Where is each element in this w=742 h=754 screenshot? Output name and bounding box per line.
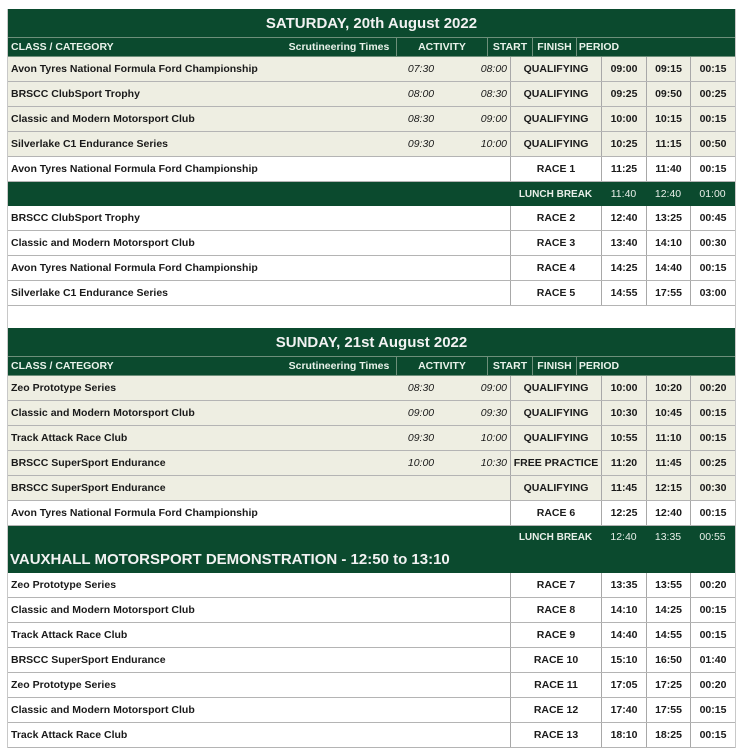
header-period: PERIOD (576, 38, 621, 56)
start-cell: 13:40 (601, 231, 646, 255)
header-period: PERIOD (576, 357, 621, 375)
period-cell: 03:00 (690, 281, 735, 305)
class-cell: Classic and Modern Motorsport Club (11, 113, 195, 125)
scrutineering-to (446, 501, 510, 525)
activity-cell: RACE 7 (510, 573, 601, 597)
finish-cell: 17:55 (646, 698, 690, 722)
activity-cell: RACE 9 (510, 623, 601, 647)
class-cell: Zeo Prototype Series (11, 579, 117, 591)
period-cell: 00:15 (690, 256, 735, 280)
finish-cell: 13:55 (646, 573, 690, 597)
start-cell: 10:55 (601, 426, 646, 450)
schedule-row (8, 57, 735, 82)
activity-cell: RACE 6 (510, 501, 601, 525)
finish-cell: 17:25 (646, 673, 690, 697)
start-cell: 13:35 (601, 573, 646, 597)
period-cell: 00:50 (690, 132, 735, 156)
period-cell: 00:15 (690, 57, 735, 81)
activity-cell: QUALIFYING (510, 132, 601, 156)
start-cell: 18:10 (601, 723, 646, 747)
activity-cell: RACE 3 (510, 231, 601, 255)
period-cell: 00:30 (690, 476, 735, 500)
finish-cell: 14:25 (646, 598, 690, 622)
class-cell: Zeo Prototype Series (11, 382, 117, 394)
scrutineering-to (446, 206, 510, 230)
period-cell: 00:15 (690, 157, 735, 181)
header-row (8, 356, 735, 376)
finish-cell: 11:45 (646, 451, 690, 475)
class-cell: Silverlake C1 Endurance Series (11, 287, 169, 299)
class-cell: BRSCC SuperSport Endurance (11, 654, 166, 666)
scrutineering-from (396, 256, 446, 280)
start-cell: 09:00 (601, 57, 646, 81)
schedule-row (8, 401, 735, 426)
scrutineering-from (396, 648, 446, 672)
period-cell: 00:30 (690, 231, 735, 255)
scrutineering-to (446, 476, 510, 500)
class-cell: Avon Tyres National Formula Ford Championship (11, 262, 258, 274)
scrutineering-to: 09:30 (480, 407, 507, 419)
start-cell: 11:20 (601, 451, 646, 475)
schedule-row (8, 206, 735, 231)
schedule-row (8, 648, 735, 673)
period-cell: 00:15 (690, 698, 735, 722)
scrutineering-to: 09:00 (480, 382, 507, 394)
scrutineering-to (446, 157, 510, 181)
period-cell: 00:45 (690, 206, 735, 230)
scrutineering-to: 08:30 (480, 88, 507, 100)
activity-cell: RACE 2 (510, 206, 601, 230)
lunch-break-row (8, 526, 735, 548)
finish-cell: 09:50 (646, 82, 690, 106)
class-cell: BRSCC SuperSport Endurance (11, 457, 166, 469)
lunch-finish: 13:35 (654, 531, 682, 543)
scrutineering-to: 09:00 (480, 113, 507, 125)
finish-cell: 14:40 (646, 256, 690, 280)
header-class: CLASS / CATEGORY (11, 360, 114, 372)
finish-cell: 12:40 (646, 501, 690, 525)
class-cell: Zeo Prototype Series (11, 679, 117, 691)
scrutineering-from (396, 723, 446, 747)
finish-cell: 10:15 (646, 107, 690, 131)
schedule-row (8, 723, 735, 748)
finish-cell: 12:15 (646, 476, 690, 500)
period-cell: 00:15 (690, 401, 735, 425)
demonstration-banner: VAUXHALL MOTORSPORT DEMONSTRATION - 12:50 to 13:10 (10, 551, 450, 568)
lunch-period: 01:00 (699, 188, 726, 200)
scrutineering-to (446, 256, 510, 280)
lunch-break-row (8, 182, 735, 206)
class-cell: Track Attack Race Club (11, 432, 128, 444)
class-cell: BRSCC ClubSport Trophy (11, 212, 140, 224)
finish-cell: 13:25 (646, 206, 690, 230)
schedule-row (8, 598, 735, 623)
header-finish: FINISH (532, 38, 576, 56)
finish-cell: 11:15 (646, 132, 690, 156)
lunch-start: 11:40 (610, 188, 637, 200)
scrutineering-from (396, 623, 446, 647)
period-cell: 00:15 (690, 501, 735, 525)
class-cell: Track Attack Race Club (11, 629, 128, 641)
scrutineering-to (446, 648, 510, 672)
scrutineering-from (396, 673, 446, 697)
scrutineering-from (396, 281, 446, 305)
class-cell: Avon Tyres National Formula Ford Championship (11, 63, 258, 75)
schedule-row (8, 107, 735, 132)
finish-cell: 16:50 (646, 648, 690, 672)
activity-cell: RACE 5 (510, 281, 601, 305)
period-cell: 00:15 (690, 107, 735, 131)
scrutineering-from: 08:30 (407, 382, 435, 394)
period-cell: 00:15 (690, 623, 735, 647)
header-scrutineering: Scrutineering Times (288, 360, 390, 372)
scrutineering-from: 08:00 (407, 88, 435, 100)
lunch-label: LUNCH BREAK (518, 188, 593, 200)
header-activity: ACTIVITY (396, 38, 487, 56)
finish-cell: 09:15 (646, 57, 690, 81)
schedule-row (8, 231, 735, 256)
scrutineering-to: 10:00 (480, 138, 507, 150)
schedule-row (8, 281, 735, 306)
activity-cell: QUALIFYING (510, 57, 601, 81)
sunday-schedule (7, 328, 736, 748)
activity-cell: QUALIFYING (510, 82, 601, 106)
lunch-label: LUNCH BREAK (518, 531, 593, 543)
activity-cell: RACE 11 (510, 673, 601, 697)
activity-cell: RACE 10 (510, 648, 601, 672)
start-cell: 12:40 (601, 206, 646, 230)
start-cell: 12:25 (601, 501, 646, 525)
finish-cell: 17:55 (646, 281, 690, 305)
schedule-row (8, 82, 735, 107)
finish-cell: 11:40 (646, 157, 690, 181)
activity-cell: RACE 4 (510, 256, 601, 280)
schedule-row (8, 451, 735, 476)
period-cell: 00:15 (690, 723, 735, 747)
start-cell: 17:40 (601, 698, 646, 722)
scrutineering-to (446, 623, 510, 647)
scrutineering-from (396, 157, 446, 181)
class-cell: Avon Tyres National Formula Ford Championship (11, 507, 258, 519)
start-cell: 11:25 (601, 157, 646, 181)
period-cell: 00:25 (690, 82, 735, 106)
class-cell: Classic and Modern Motorsport Club (11, 407, 195, 419)
activity-cell: QUALIFYING (510, 376, 601, 400)
scrutineering-from (396, 598, 446, 622)
schedule-row (8, 256, 735, 281)
scrutineering-to (446, 231, 510, 255)
finish-cell: 11:10 (646, 426, 690, 450)
scrutineering-from (396, 698, 446, 722)
scrutineering-to (446, 673, 510, 697)
scrutineering-from (396, 501, 446, 525)
schedule-row (8, 673, 735, 698)
scrutineering-to (446, 281, 510, 305)
scrutineering-from: 08:30 (407, 113, 435, 125)
lunch-break-block (8, 526, 735, 573)
header-start: START (487, 357, 532, 375)
header-class: CLASS / CATEGORY (11, 41, 114, 53)
scrutineering-to: 10:30 (480, 457, 507, 469)
period-cell: 00:25 (690, 451, 735, 475)
scrutineering-from: 09:30 (407, 432, 435, 444)
schedule-row (8, 501, 735, 526)
activity-cell: RACE 8 (510, 598, 601, 622)
period-cell: 00:20 (690, 573, 735, 597)
lunch-finish: 12:40 (654, 188, 682, 200)
activity-cell: RACE 1 (510, 157, 601, 181)
scrutineering-to (446, 573, 510, 597)
scrutineering-from (396, 206, 446, 230)
saturday-schedule (7, 9, 736, 331)
header-row (8, 37, 735, 57)
scrutineering-to (446, 723, 510, 747)
scrutineering-to: 08:00 (480, 63, 507, 75)
scrutineering-from (396, 573, 446, 597)
start-cell: 15:10 (601, 648, 646, 672)
schedule-row (8, 132, 735, 157)
day-title: SUNDAY, 21st August 2022 (8, 328, 735, 356)
class-cell: Classic and Modern Motorsport Club (11, 604, 195, 616)
activity-cell: QUALIFYING (510, 401, 601, 425)
schedule-row (8, 623, 735, 648)
activity-cell: RACE 13 (510, 723, 601, 747)
header-activity: ACTIVITY (396, 357, 487, 375)
start-cell: 09:25 (601, 82, 646, 106)
finish-cell: 14:55 (646, 623, 690, 647)
period-cell: 00:20 (690, 376, 735, 400)
activity-cell: RACE 12 (510, 698, 601, 722)
day-title: SATURDAY, 20th August 2022 (8, 9, 735, 37)
class-cell: BRSCC SuperSport Endurance (11, 482, 166, 494)
class-cell: Classic and Modern Motorsport Club (11, 237, 195, 249)
start-cell: 14:10 (601, 598, 646, 622)
class-cell: Avon Tyres National Formula Ford Championship (11, 163, 258, 175)
start-cell: 17:05 (601, 673, 646, 697)
period-cell: 00:15 (690, 426, 735, 450)
scrutineering-from: 10:00 (407, 457, 435, 469)
activity-cell: QUALIFYING (510, 476, 601, 500)
header-start: START (487, 38, 532, 56)
start-cell: 11:45 (601, 476, 646, 500)
scrutineering-to (446, 698, 510, 722)
scrutineering-to (446, 598, 510, 622)
finish-cell: 10:20 (646, 376, 690, 400)
header-finish: FINISH (532, 357, 576, 375)
finish-cell: 14:10 (646, 231, 690, 255)
class-cell: Silverlake C1 Endurance Series (11, 138, 169, 150)
activity-cell: QUALIFYING (510, 426, 601, 450)
period-cell: 00:20 (690, 673, 735, 697)
scrutineering-to: 10:00 (480, 432, 507, 444)
start-cell: 10:25 (601, 132, 646, 156)
start-cell: 14:55 (601, 281, 646, 305)
class-cell: Classic and Modern Motorsport Club (11, 704, 195, 716)
class-cell: Track Attack Race Club (11, 729, 128, 741)
scrutineering-from (396, 476, 446, 500)
schedule-row (8, 698, 735, 723)
schedule-row (8, 426, 735, 451)
scrutineering-from: 07:30 (407, 63, 435, 75)
start-cell: 14:40 (601, 623, 646, 647)
start-cell: 10:00 (601, 376, 646, 400)
finish-cell: 10:45 (646, 401, 690, 425)
period-cell: 01:40 (690, 648, 735, 672)
scrutineering-from: 09:00 (407, 407, 435, 419)
activity-cell: FREE PRACTICE (510, 451, 601, 475)
lunch-start: 12:40 (610, 531, 637, 543)
start-cell: 10:30 (601, 401, 646, 425)
schedule-row (8, 476, 735, 501)
start-cell: 14:25 (601, 256, 646, 280)
class-cell: BRSCC ClubSport Trophy (11, 88, 140, 100)
finish-cell: 18:25 (646, 723, 690, 747)
lunch-period: 00:55 (699, 531, 726, 543)
header-scrutineering: Scrutineering Times (288, 41, 390, 53)
schedule-row (8, 376, 735, 401)
schedule-row (8, 157, 735, 182)
scrutineering-from: 09:30 (407, 138, 435, 150)
activity-cell: QUALIFYING (510, 107, 601, 131)
schedule-row (8, 573, 735, 598)
period-cell: 00:15 (690, 598, 735, 622)
scrutineering-from (396, 231, 446, 255)
start-cell: 10:00 (601, 107, 646, 131)
